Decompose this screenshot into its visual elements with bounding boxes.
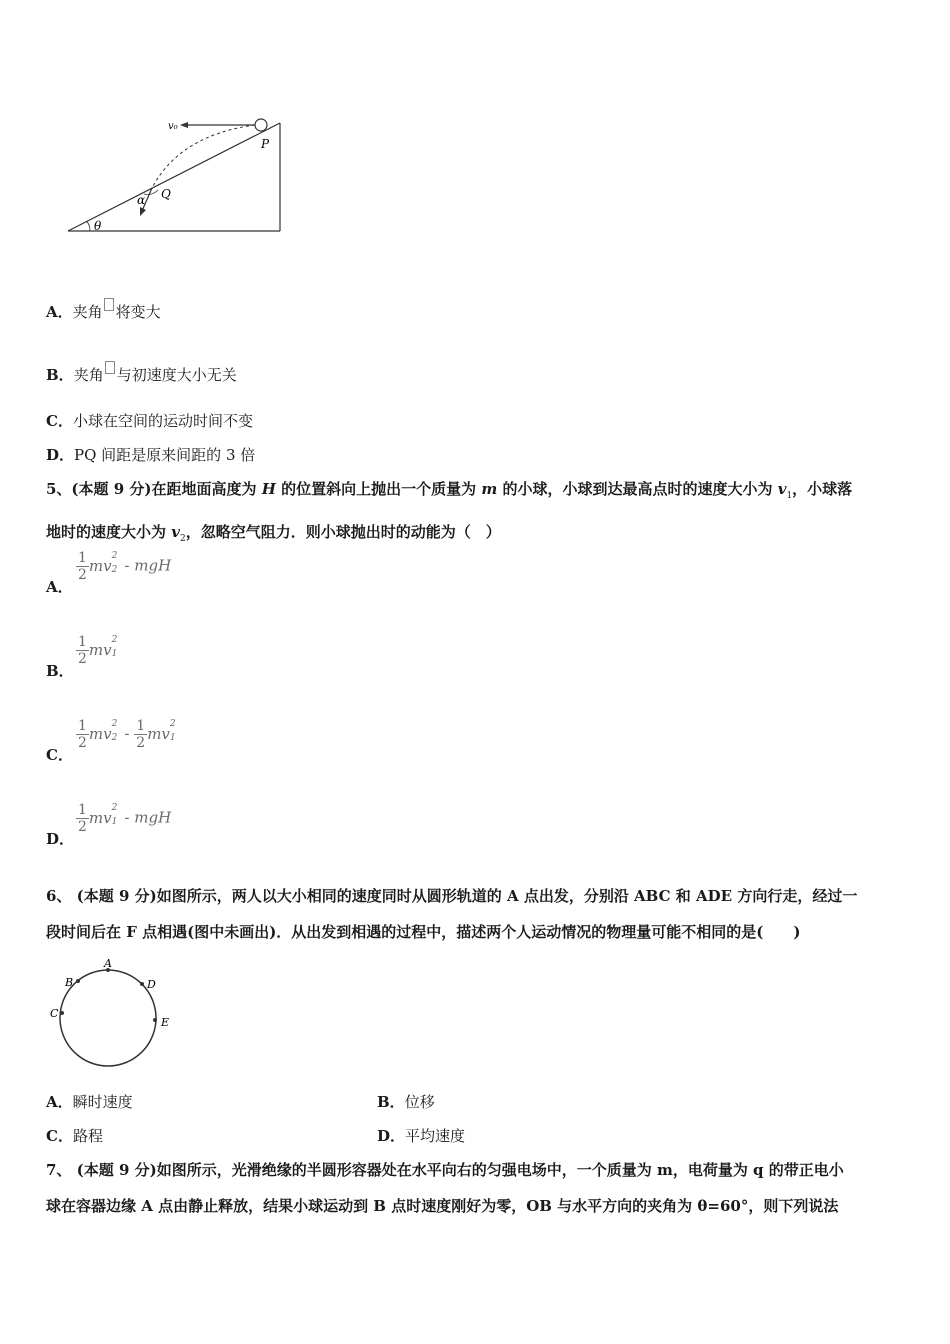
q5-option-a-letter[interactable]: A． [46,578,73,596]
q5-option-d-formula[interactable]: $\frac{1}{2}$ mv 2 1 - mgH [78,802,172,835]
q5-option-b-formula[interactable]: $\frac{1}{2}$ mv 2 1 [78,634,118,667]
v0-arrowhead [180,122,188,128]
q4-option-b-post: 与初速度大小无关 [116,366,237,384]
q4-option-a[interactable] [46,298,161,322]
label-d: D [147,978,156,991]
q4-option-d-letter: D． [46,446,75,464]
q5-option-c-formula[interactable]: $\frac{1}{2}$ mv 2 2 - $\frac{1}{2}$ mv 2 1 [78,718,176,751]
q6-option-d[interactable] [377,1125,465,1146]
label-a: A [104,957,112,970]
trajectory [152,125,255,188]
q6-option-c-text: 路程 [72,1127,103,1145]
label-p: P [261,137,270,151]
q5-line1: 5、(本题 9 分)在距地面高度为 H 的位置斜向上抛出一个质量为 m 的小球，小球到达最高点时的速度大小为 $v_1$，小球落 [46,480,853,501]
q6-option-a-text: 瞬时速度 [72,1093,133,1111]
q5-option-c-letter[interactable]: C． [46,746,73,764]
q4-option-d-text: PQ 间距是原来间距的 3 倍 [74,446,256,464]
label-v0: v₀ [168,121,178,132]
point-c [60,1011,64,1015]
circle-track-figure [45,955,175,1075]
label-q: Q [161,187,171,201]
q7-stem [46,1152,906,1224]
incline-slope [68,123,280,231]
q5-option-b-letter[interactable]: B． [46,662,74,680]
q4-option-c-text: 小球在空间的运动时间不变 [72,412,253,430]
missing-glyph-icon [104,298,114,311]
q6-option-c-letter: C． [46,1127,73,1145]
label-c: C [50,1007,59,1020]
q4-option-b-pre: 夹角 [73,366,104,384]
q4-option-c[interactable] [46,410,253,431]
ball [255,119,267,131]
q7-line1: 7、 (本题 9 分)如图所示，光滑绝缘的半圆形容器处在水平向右的匀强电场中，一个质量为 m，电荷量为 q 的带正电小 [46,1161,844,1179]
q4-option-c-letter: C． [46,412,73,430]
q7-line2: 球在容器边缘 A 点由静止释放，结果小球运动到 B 点时速度刚好为零，OB 与水平方向的夹角为 θ=60°，则下列说法 [46,1197,839,1215]
q6-option-b[interactable] [377,1091,435,1112]
q6-line2: 段时间后在 F 点相遇(图中未画出)．从出发到相遇的过程中，描述两个人运动情况的物理量可能不相同的是( ) [46,923,801,941]
theta-arc [86,221,90,231]
q4-option-b[interactable] [46,361,237,385]
q4-option-a-pre: 夹角 [72,303,103,321]
label-b: B [65,976,74,989]
q6-option-a[interactable] [46,1091,133,1112]
q6-option-b-letter: B． [377,1093,405,1111]
label-theta: θ [94,219,102,233]
point-b [76,979,80,983]
q5-option-a-formula[interactable]: $\frac{1}{2}$ mv 2 2 - mgH [78,550,172,583]
label-e: E [161,1016,170,1029]
q6-option-b-text: 位移 [404,1093,435,1111]
missing-glyph-icon [105,361,115,374]
incline-projectile-figure [60,110,290,240]
q5-stem [46,471,906,557]
point-e [153,1018,157,1022]
q4-option-d[interactable] [46,444,255,465]
q6-option-d-text: 平均速度 [405,1127,466,1145]
label-alpha: α [137,193,146,207]
q4-option-b-letter: B． [46,366,74,384]
q4-option-a-post: 将变大 [115,303,161,321]
q6-stem [46,878,906,950]
q6-option-d-letter: D． [377,1127,406,1145]
point-d [140,982,144,986]
q6-option-c[interactable] [46,1125,103,1146]
q6-line1: 6、 (本题 9 分)如图所示，两人以大小相同的速度同时从圆形轨道的 A 点出发，分别沿 ABC 和 ADE 方向行走，经过一 [46,887,858,905]
q4-option-a-letter: A． [46,303,73,321]
q6-option-a-letter: A． [46,1093,73,1111]
q5-line2: 地时的速度大小为 $v_2$，忽略空气阻力．则小球抛出时的动能为（ ） [46,523,501,544]
q5-option-d-letter[interactable]: D． [46,830,75,848]
